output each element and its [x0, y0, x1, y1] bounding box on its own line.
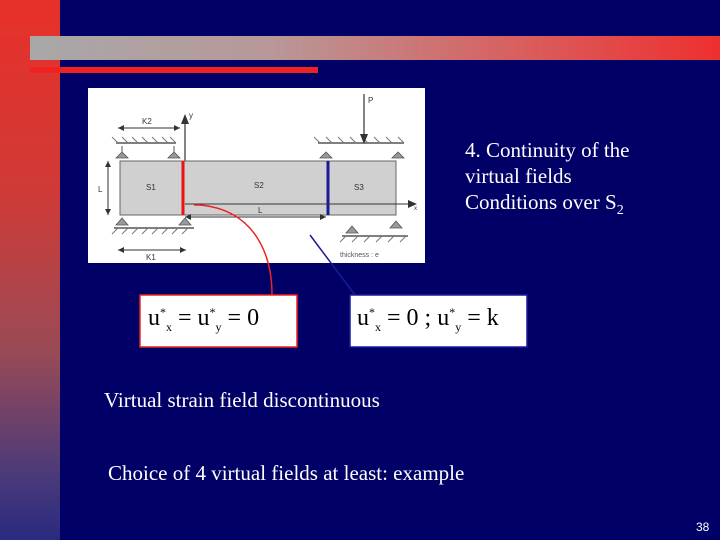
- title-line-3-text: Conditions over S: [465, 190, 617, 214]
- eq-left-sup2: *: [209, 305, 216, 319]
- eq-right-sub1: x: [375, 319, 381, 334]
- s3-label: S3: [354, 183, 364, 192]
- eq-right-sub2: y: [455, 319, 462, 334]
- load-label: P: [368, 96, 374, 105]
- slide-title: [465, 137, 695, 224]
- page-number: 38: [696, 520, 710, 534]
- right-equation: [357, 305, 499, 335]
- strain-statement: Virtual strain field discontinuous: [104, 388, 380, 412]
- eq-left-sub1: x: [166, 319, 172, 334]
- eq-right-end: = k: [461, 305, 499, 331]
- eq-left-end: = 0: [221, 305, 260, 331]
- thickness-label: thickness : e: [340, 252, 379, 259]
- title-line-2: virtual fields: [465, 164, 572, 188]
- choice-statement: Choice of 4 virtual fields at least: example: [108, 461, 465, 485]
- eq-right-sup1: *: [369, 305, 375, 319]
- eq-left-sup1: *: [160, 305, 166, 319]
- x-axis-label: x: [414, 206, 417, 212]
- height-label: L: [98, 185, 103, 194]
- red-connector: [194, 205, 272, 295]
- length-label: L: [258, 206, 263, 215]
- y-axis-label: y: [189, 111, 193, 120]
- eq-right-u1: u: [357, 305, 369, 331]
- eq-right-sup2: *: [449, 305, 456, 319]
- k2-label: K2: [142, 117, 152, 126]
- title-subscript: 2: [616, 203, 624, 219]
- eq-left-u1: u: [148, 305, 160, 331]
- title-line-1: 4. Continuity of the: [465, 138, 630, 162]
- k1-label: K1: [146, 253, 156, 262]
- blue-connector: [310, 235, 355, 295]
- eq-right-mid: = 0 ; u: [381, 305, 450, 331]
- s1-label: S1: [146, 183, 156, 192]
- eq-left-mid: = u: [172, 305, 210, 331]
- title-line-3: [465, 189, 695, 224]
- left-equation: [148, 305, 259, 335]
- s2-label: S2: [254, 181, 264, 190]
- eq-left-sub2: y: [215, 319, 222, 334]
